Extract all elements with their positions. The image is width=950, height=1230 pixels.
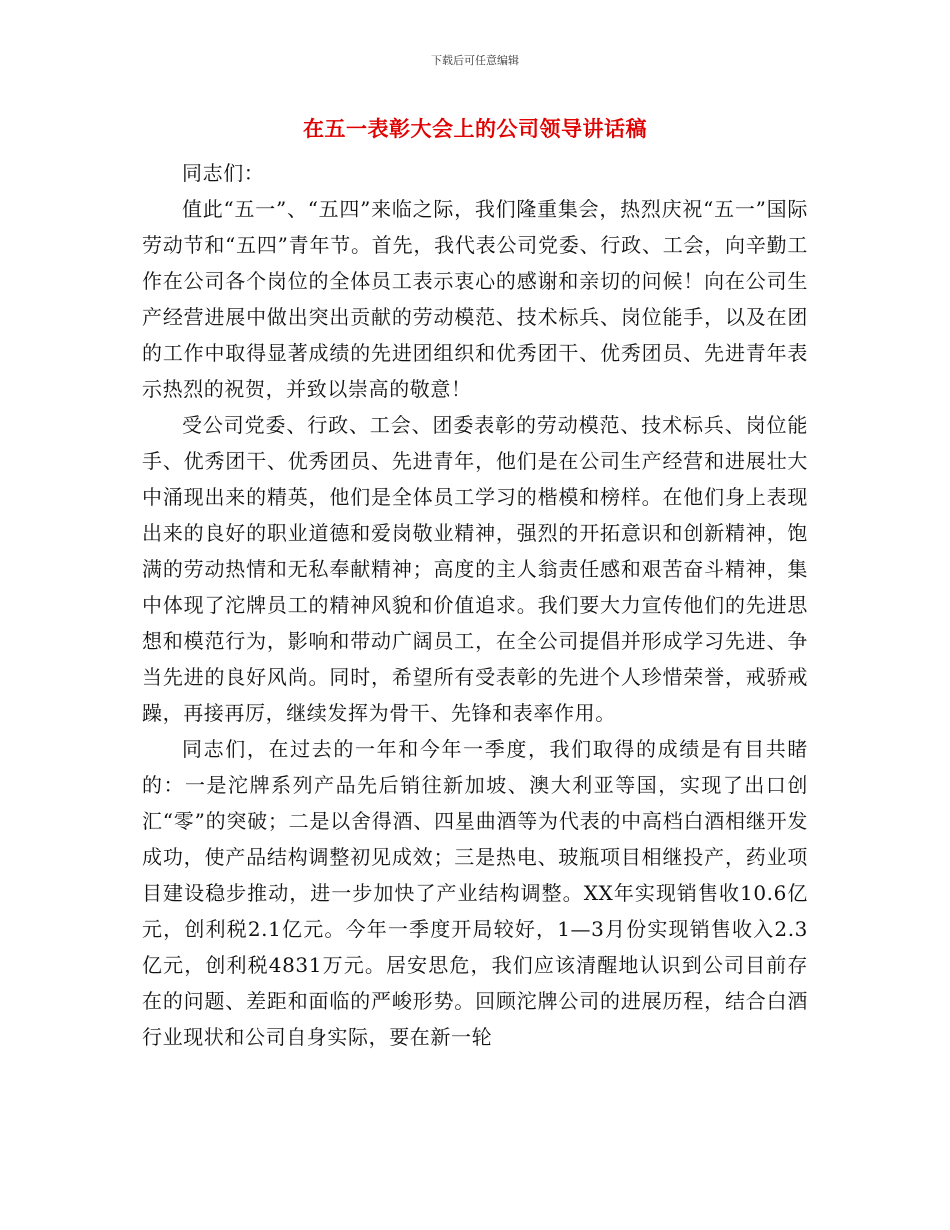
header-note: 下载后可任意编辑 — [431, 54, 519, 67]
paragraph-2: 受公司党委、行政、工会、团委表彰的劳动模范、技术标兵、岗位能手、优秀团干、优秀团员、先进青年，他们是在公司生产经营和进展壮大中涌现出来的精英，他们是全体员工学习的楷模和榜样。在他们身上表现出来的良好的职业道德和爱岗敬业精神，强烈的开拓意识和创新精神，饱满的劳动热情和无私奉献精神；高度的主人翁责任感和艰苦奋斗精神，集中体现了沱牌员工的精神风貌和价值追求。我们要大力宣传他们的先进思想和模范行为，影响和带动广阔员工，在全公司提倡并形成学习先进、争当先进的良好风尚。同时，希望所有受表彰的先进个人珍惜荣誉，戒骄戒躁，再接再厉，继续发挥为骨干、先锋和表率作用。 — [142, 413, 808, 725]
paragraph-3: 同志们，在过去的一年和今年一季度，我们取得的成绩是有目共睹的：一是沱牌系列产品先后销往新加坡、澳大利亚等国，实现了出口创汇“零”的突破；二是以舍得酒、四星曲酒等为代表的中高档白酒相继开发成功，使产品结构调整初见成效；三是热电、玻瓶项目相继投产，药业项目建设稳步推动，进一步加快了产业结构调整。XX年实现销售收10.6亿元，创利税2.1亿元。今年一季度开局较好，1—3月份实现销售收入2.3亿元，创利税4831万元。居安思危，我们应该清醒地认识到公司目前存在的问题、差距和面临的严峻形势。回顾沱牌公司的进展历程，结合白酒行业现状和公司自身实际，要在新一轮 — [142, 737, 808, 1049]
speech-body — [142, 155, 808, 1055]
paragraph-1: 值此“五一”、“五四”来临之际，我们隆重集会，热烈庆祝“五一”国际劳动节和“五四”青年节。首先，我代表公司党委、行政、工会，向辛勤工作在公司各个岗位的全体员工表示衷心的感谢和亲切的问候！向在公司生产经营进展中做出突出贡献的劳动模范、技术标兵、岗位能手，以及在团的工作中取得显著成绩的先进团组织和优秀团干、优秀团员、先进青年表示热烈的祝贺，并致以崇高的敬意！ — [142, 197, 808, 401]
page-title: 在五一表彰大会上的公司领导讲话稿 — [303, 117, 647, 141]
salutation: 同志们： — [182, 161, 265, 185]
